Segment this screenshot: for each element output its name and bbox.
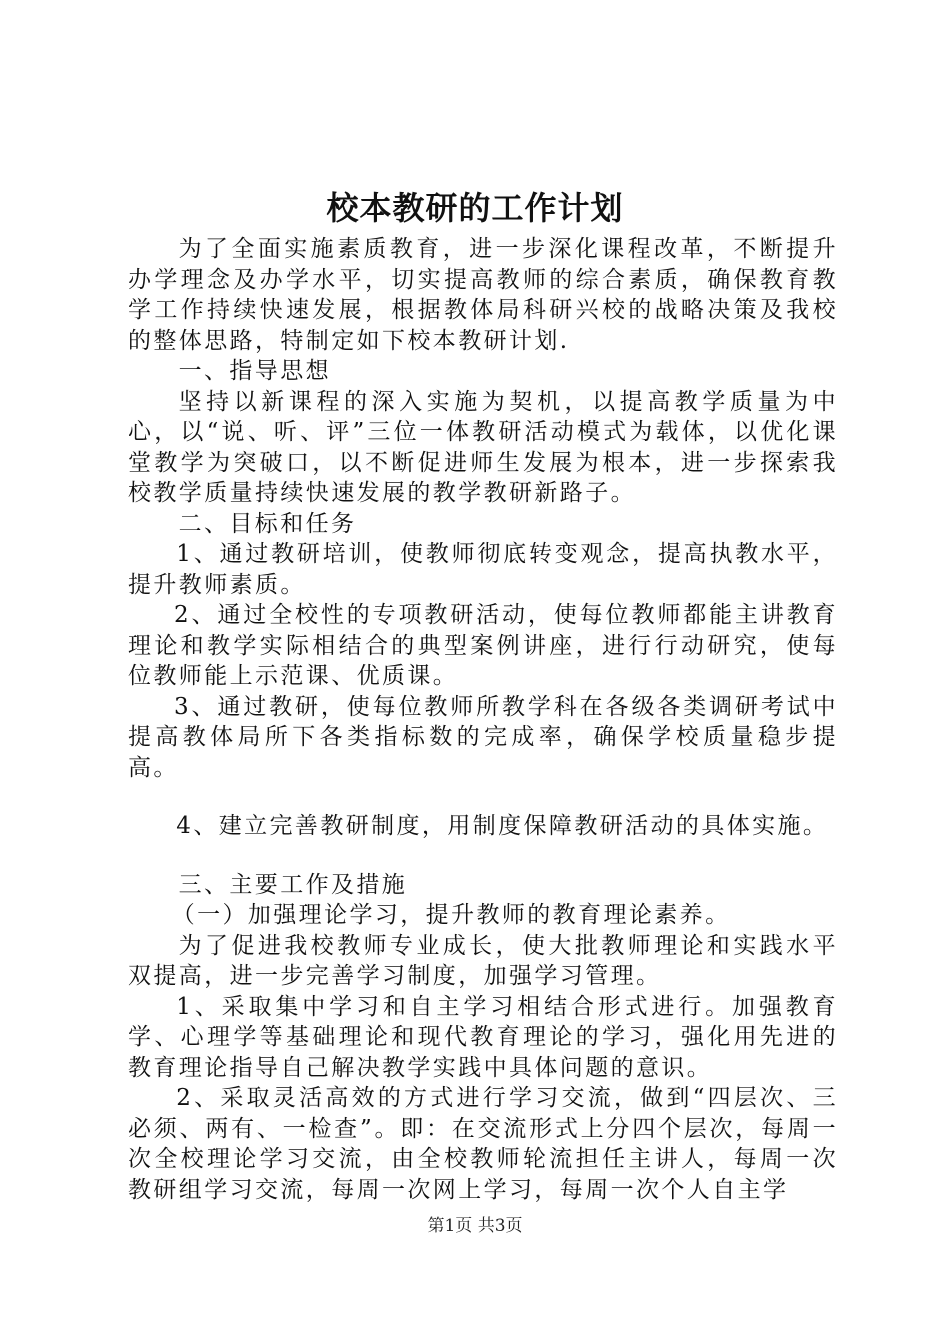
page-number-footer: 第1页 共3页 bbox=[427, 1216, 523, 1236]
theory-study-paragraph: 为了促进我校教师专业成长，使大批教师理论和实践水平双提高，进一步完善学习制度，加强学习管理。 bbox=[128, 932, 838, 989]
intro-paragraph: 为了全面实施素质教育，进一步深化课程改革，不断提升办学理念及办学水平，切实提高教师的综合素质，确保教育教学工作持续快速发展，根据教体局科研兴校的战略决策及我校的整体思路，特制定如下校本教研计划. bbox=[128, 236, 838, 354]
guiding-thought-paragraph: 坚持以新课程的深入实施为契机，以提高教学质量为中心，以“说、听、评”三位一体教研活动模式为载体，以优化课堂教学为突破口，以不断促进师生发展为根本，进一步探索我校教学质量持续快速发展的教学教研新路子。 bbox=[128, 388, 838, 506]
goal-item-4: 4、建立完善教研制度，用制度保障教研活动的具体实施。 bbox=[176, 813, 829, 839]
measure-item-2: 2、采取灵活高效的方式进行学习交流，做到“四层次、三必须、两有、一检查”。即：在交流形式上分四个层次，每周一次全校理论学习交流，由全校教师轮流担任主讲人，每周一次教研组学习交流，每周一次网上学习，每周一次个人自主学 bbox=[128, 1085, 838, 1203]
section-heading-main-work: 三、主要工作及措施 bbox=[178, 871, 408, 898]
subsection-heading-theory-study: （一）加强理论学习，提升教师的教育理论素养。 bbox=[171, 902, 731, 928]
goal-item-1: 1、通过教研培训，使教师彻底转变观念，提高执教水平，提升教师素质。 bbox=[128, 541, 838, 598]
section-heading-guiding-thought: 一、指导思想 bbox=[178, 358, 331, 384]
document-body bbox=[128, 234, 838, 1205]
document-title: 校本教研的工作计划 bbox=[326, 189, 624, 227]
section-heading-goals: 二、目标和任务 bbox=[178, 510, 357, 537]
goal-item-3: 3、通过教研，使每位教师所教学科在各级各类调研考试中提高教体局所下各类指标数的完成率，确保学校质量稳步提高。 bbox=[128, 693, 838, 781]
measure-item-1: 1、采取集中学习和自主学习相结合形式进行。加强教育学、心理学等基础理论和现代教育理论的学习，强化用先进的教育理论指导自己解决教学实践中具体问题的意识。 bbox=[128, 993, 838, 1081]
goal-item-2: 2、通过全校性的专项教研活动，使每位教师都能主讲教育理论和教学实际相结合的典型案例讲座，进行行动研究，使每位教师能上示范课、优质课。 bbox=[128, 602, 838, 689]
